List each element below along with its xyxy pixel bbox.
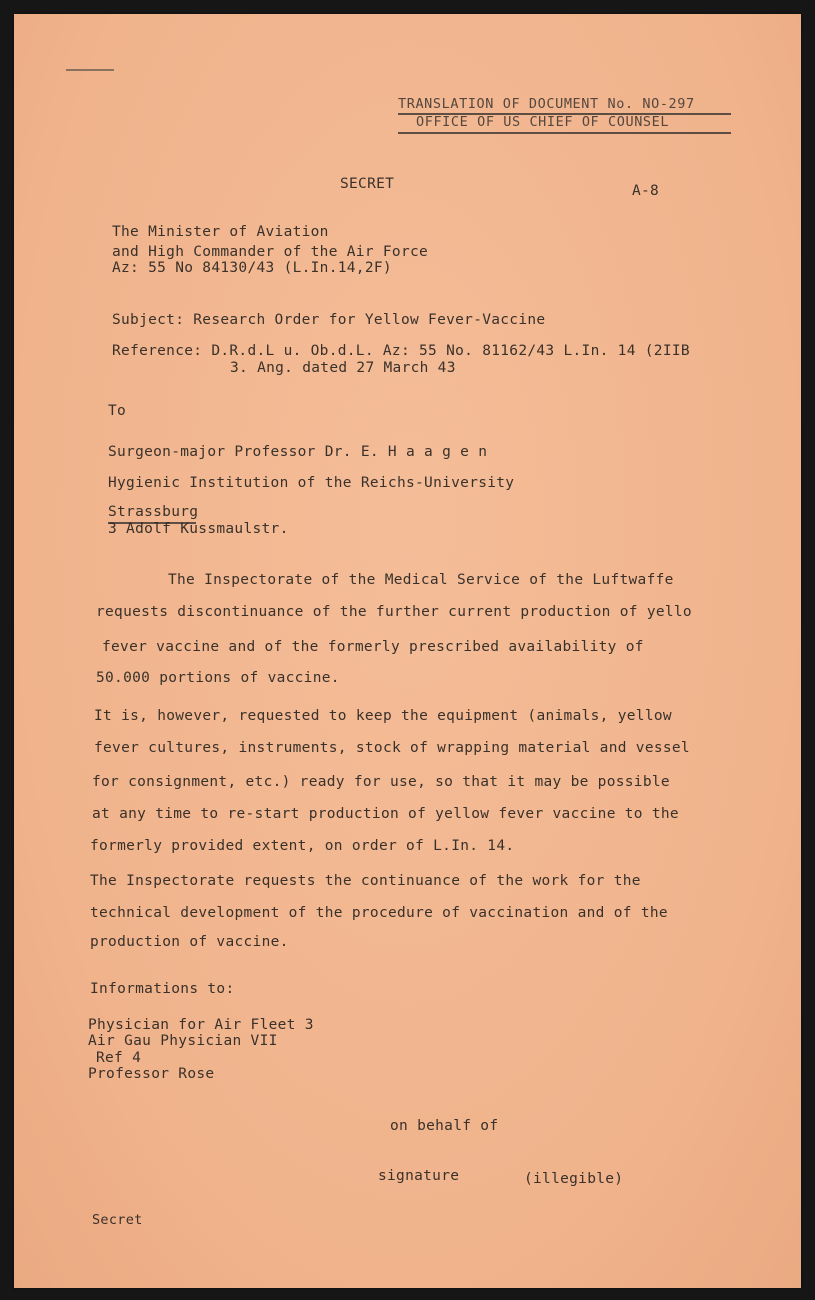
body-line: fever vaccine and of the formerly prescribed availability of <box>102 639 644 655</box>
signature-label: signature <box>378 1168 460 1184</box>
document-page <box>14 14 801 1288</box>
reference-line-2: 3. Ang. dated 27 March 43 <box>230 360 456 376</box>
translation-stamp-line1: TRANSLATION OF DOCUMENT No. NO-297 <box>398 96 695 112</box>
pencil-mark <box>66 69 114 71</box>
body-line: at any time to re-start production of yellow fever vaccine to the <box>92 806 679 822</box>
stamp-rule-2 <box>398 132 731 134</box>
sender-line-2: and High Commander of the Air Force <box>112 244 429 260</box>
on-behalf-of: on behalf of <box>390 1118 499 1134</box>
footer-secret: Secret <box>92 1212 143 1228</box>
distribution-item: Physician for Air Fleet 3 <box>88 1017 314 1033</box>
distribution-heading: Informations to: <box>90 981 235 997</box>
recipient-street: 3 Adolf Kussmaulstr. <box>108 521 289 537</box>
body-line: The Inspectorate requests the continuance of the work for the <box>90 873 641 889</box>
reference-line-1: Reference: D.R.d.L u. Ob.d.L. Az: 55 No. 81162/43 L.In. 14 (2IIB <box>112 343 690 359</box>
recipient-institution: Hygienic Institution of the Reichs-University <box>108 475 515 491</box>
signature-illegible: (illegible) <box>524 1171 624 1187</box>
body-line: requests discontinuance of the further current production of yello <box>96 604 692 620</box>
recipient-name: Surgeon-major Professor Dr. E. H a a g e n <box>108 444 488 460</box>
body-line: technical development of the procedure of vaccination and of the <box>90 905 668 921</box>
sender-line-1: The Minister of Aviation <box>112 224 329 240</box>
exhibit-number: A-8 <box>632 183 660 199</box>
sender-line-3: Az: 55 No 84130/43 (L.In.14,2F) <box>112 260 392 276</box>
body-line: formerly provided extent, on order of L.In. 14. <box>90 838 515 854</box>
distribution-item: Professor Rose <box>88 1066 215 1082</box>
distribution-item: Ref 4 <box>96 1050 142 1066</box>
translation-stamp-line2: OFFICE OF US CHIEF OF COUNSEL <box>416 114 670 130</box>
classification-heading: SECRET <box>340 176 395 192</box>
body-line: 50.000 portions of vaccine. <box>96 670 340 686</box>
body-line: The Inspectorate of the Medical Service of the Luftwaffe <box>168 572 674 588</box>
body-line: fever cultures, instruments, stock of wrapping material and vessel <box>94 740 690 756</box>
distribution-item: Air Gau Physician VII <box>88 1033 278 1049</box>
body-line: production of vaccine. <box>90 934 289 950</box>
recipient-city: Strassburg <box>108 504 199 520</box>
subject-line: Subject: Research Order for Yellow Fever-Vaccine <box>112 312 546 328</box>
body-line: for consignment, etc.) ready for use, so that it may be possible <box>92 774 670 790</box>
recipient-to: To <box>108 403 127 419</box>
body-line: It is, however, requested to keep the equipment (animals, yellow <box>94 708 672 724</box>
